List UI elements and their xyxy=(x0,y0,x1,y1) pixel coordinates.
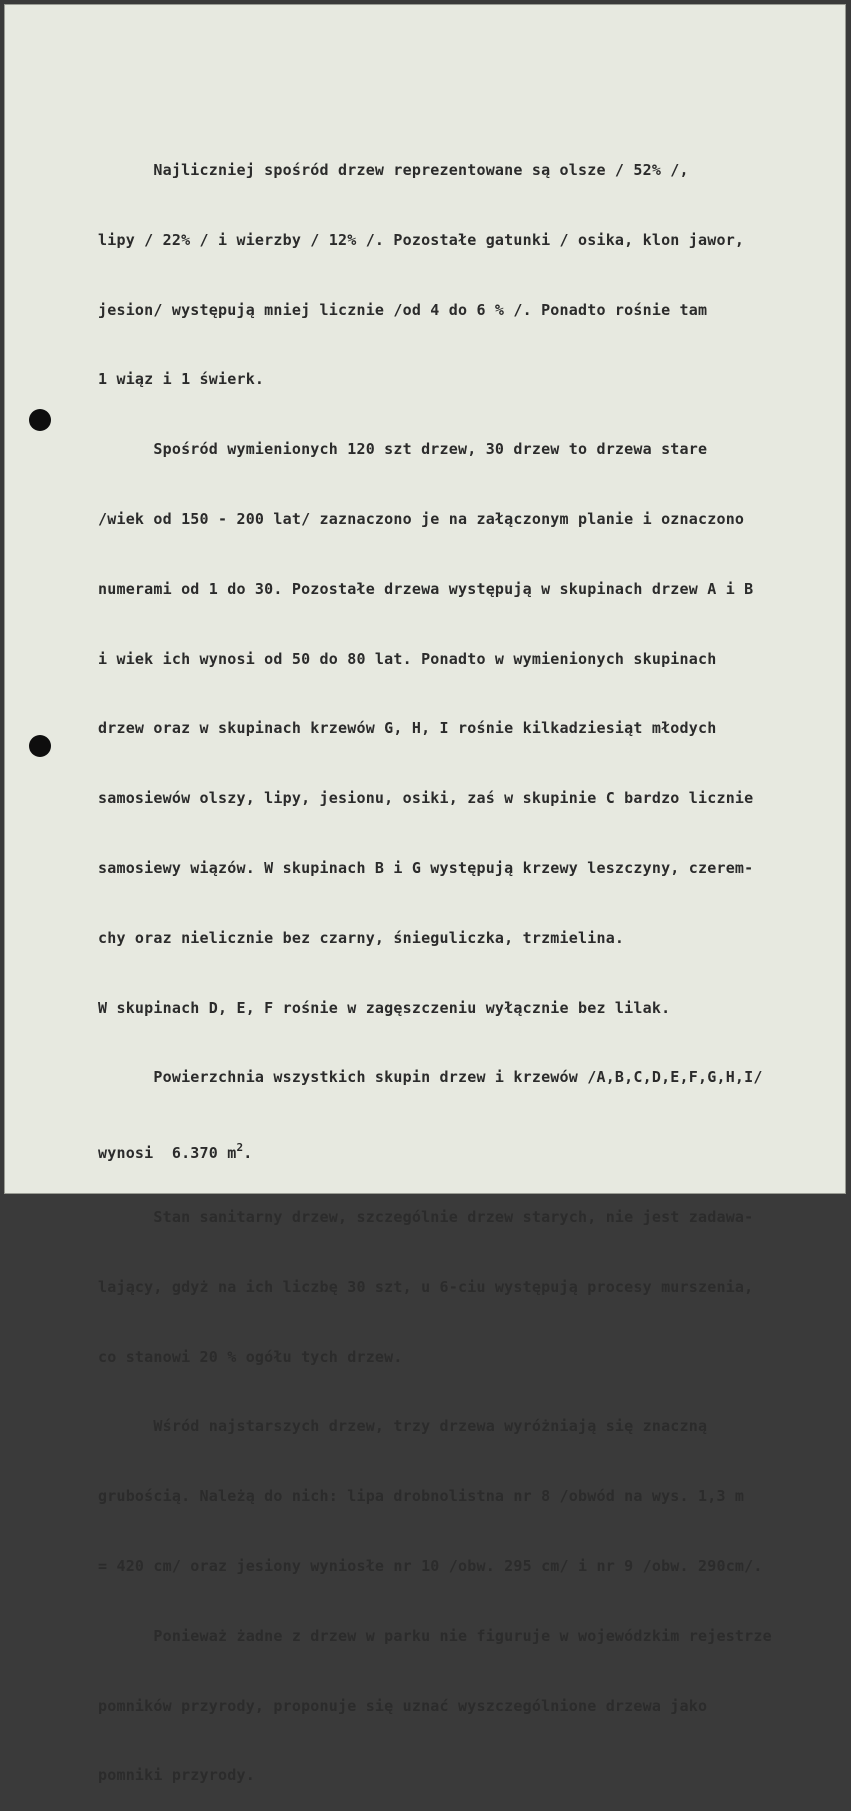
text-line: grubością. Należą do nich: lipa drobnolistna nr 8 /obwód na wys. 1,3 m xyxy=(98,1487,745,1506)
text-line: Wśród najstarszych drzew, trzy drzewa wyróżniają się znaczną xyxy=(98,1417,708,1436)
text-line: lipy / 22% / i wierzby / 12% /. Pozostałe gatunki / osika, klon jawor, xyxy=(98,230,745,249)
text-line: Stan sanitarny drzew, szczególnie drzew starych, nie jest zadawa- xyxy=(98,1207,754,1226)
text-line-area xyxy=(98,1131,851,1165)
text-line: /wiek od 150 - 200 lat/ zaznaczono je na załączonym planie i oznaczono xyxy=(98,509,745,528)
text-line: lający, gdyż na ich liczbę 30 szt, u 6-ciu występują procesy murszenia, xyxy=(98,1277,754,1296)
text-line: chy oraz nielicznie bez czarny, śnieguliczka, trzmielina. xyxy=(98,928,625,947)
text-line: drzew oraz w skupinach krzewów G, H, I rośnie kilkadziesiąt młodych xyxy=(98,719,717,738)
text-line: Najliczniej spośród drzew reprezentowane są olsze / 52% /, xyxy=(98,161,689,179)
unit-superscript: 2 xyxy=(236,1141,244,1155)
text-line: Powierzchnia wszystkich skupin drzew i krzewów /A,B,C,D,E,F,G,H,I/ xyxy=(98,1068,763,1087)
area-value: wynosi 6.370 m xyxy=(98,1144,237,1163)
text-line: = 420 cm/ oraz jesiony wyniosłe nr 10 /obw. 295 cm/ i nr 9 /obw. 290cm/. xyxy=(98,1556,763,1575)
text-line: samosiewy wiązów. W skupinach B i G występują krzewy leszczyny, czerem- xyxy=(98,858,754,877)
text-line: numerami od 1 do 30. Pozostałe drzewa występują w skupinach drzew A i B xyxy=(98,579,754,598)
text-line: 1 wiąz i 1 świerk. xyxy=(98,370,265,389)
text-line: samosiewów olszy, lipy, jesionu, osiki, zaś w skupinie C bardzo licznie xyxy=(98,789,754,808)
text-line: i wiek ich wynosi od 50 do 80 lat. Ponadto w wymienionych skupinach xyxy=(98,649,717,668)
text-line: Spośród wymienionych 120 szt drzew, 30 drzew to drzewa stare xyxy=(98,440,708,459)
text-line: jesion/ występują mniej licznie /od 4 do 6 % /. Ponadto rośnie tam xyxy=(98,300,708,319)
text-line: pomników przyrody, proponuje się uznać wyszczególnione drzewa jako xyxy=(98,1696,708,1715)
text-line: pomniki przyrody. xyxy=(98,1766,255,1785)
punch-hole-upper xyxy=(29,409,51,431)
punch-hole-lower xyxy=(29,735,51,757)
text-line: co stanowi 20 % ogółu tych drzew. xyxy=(98,1347,403,1366)
text-line: Ponieważ żadne z drzew w parku nie figuruje w wojewódzkim rejestrze xyxy=(98,1626,772,1645)
unit-suffix: . xyxy=(243,1144,253,1163)
text-line: W skupinach D, E, F rośnie w zagęszczeniu wyłącznie bez lilak. xyxy=(98,998,671,1017)
typed-text-body xyxy=(98,118,851,1811)
